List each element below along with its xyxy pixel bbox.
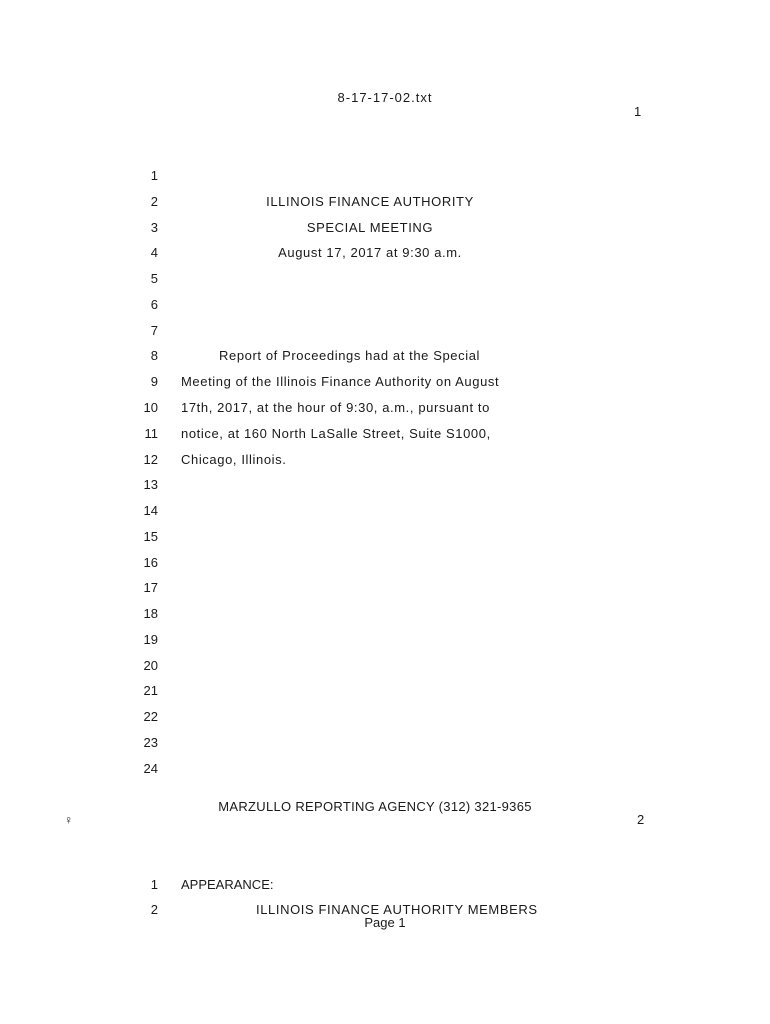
line-number: 4: [150, 245, 158, 260]
line-number: 12: [143, 452, 158, 467]
title-line: ILLINOIS FINANCE AUTHORITY: [266, 194, 474, 209]
body-line: notice, at 160 North LaSalle Street, Suite S1000,: [181, 426, 491, 441]
line-number: 10: [143, 400, 158, 415]
appearance-heading: APPEARANCE:: [181, 877, 274, 892]
line-number: 15: [143, 529, 158, 544]
line-number: 9: [150, 374, 158, 389]
line-number: 1: [150, 168, 158, 183]
members-heading: ILLINOIS FINANCE AUTHORITY MEMBERS: [256, 902, 538, 917]
page-number: 1: [634, 104, 642, 119]
line-number: 2: [150, 194, 158, 209]
line-number: 5: [150, 271, 158, 286]
page-number: 2: [637, 812, 645, 827]
line-number: 7: [150, 323, 158, 338]
form-feed-icon: ♀: [64, 813, 73, 827]
body-line: Meeting of the Illinois Finance Authority on August: [181, 374, 500, 389]
line-number: 8: [150, 348, 158, 363]
line-number: 18: [143, 606, 158, 621]
line-number: 6: [150, 297, 158, 312]
line-number: 20: [143, 658, 158, 673]
line-number: 24: [143, 761, 158, 776]
body-line: Report of Proceedings had at the Special: [219, 348, 481, 363]
line-number: 17: [143, 580, 158, 595]
line-number: 14: [143, 503, 158, 518]
line-number: 21: [143, 683, 158, 698]
line-number: 16: [143, 555, 158, 570]
subtitle-line: SPECIAL MEETING: [306, 220, 434, 235]
line-number: 11: [144, 426, 158, 441]
line-number: 1: [150, 877, 158, 892]
line-number: 23: [143, 735, 158, 750]
body-line: Chicago, Illinois.: [181, 452, 287, 467]
reporting-agency-footer: MARZULLO REPORTING AGENCY (312) 321-9365: [218, 799, 532, 814]
line-number: 2: [150, 902, 158, 917]
body-line: 17th, 2017, at the hour of 9:30, a.m., pursuant to: [181, 400, 490, 415]
line-number: 3: [150, 220, 158, 235]
page-footer: Page 1: [364, 915, 406, 930]
line-number: 13: [143, 477, 158, 492]
line-number: 22: [143, 709, 158, 724]
date-line: August 17, 2017 at 9:30 a.m.: [278, 245, 462, 260]
line-number: 19: [143, 632, 158, 647]
file-name: 8-17-17-02.txt: [337, 90, 433, 105]
